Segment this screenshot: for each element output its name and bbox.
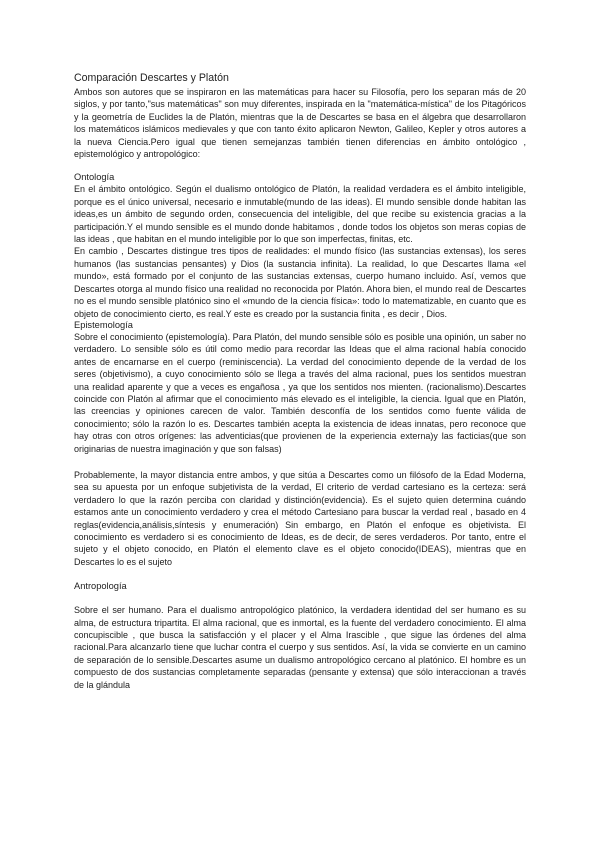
section-heading-epistemologia: Epistemología (74, 319, 133, 330)
intro-paragraph: Ambos son autores que se inspiraron en las matemáticas para hacer su Filosofía, pero los separan más de 20 siglos, y por tanto,"sus matemáticas" son muy diferentes, inspirada en la "matemática-mística" de los Pitagóricos y la geometría de Euclides la de Platón, mientras que la de Descartes se basa en el álgebra que desarrollaron los matemáticos islámicos medievales y que con tanto éxito aplicaron Newton, Galileo, Kepler y otros autores a la nueva Ciencia.Pero igual que tienen semejanzas también tienen diferencias en ámbito ontológico , epistemológico y antropológico: (74, 87, 526, 160)
epistemologia-paragraph-2: Probablemente, la mayor distancia entre ambos, y que sitúa a Descartes como un filósofo de la Edad Moderna, sea su apuesta por un enfoque subjetivista de la verdad, El criterio de verdad cartesiano es la certeza: será verdadero lo que la razón perciba con claridad y distinción(evidencia). Es el sujeto quien determina cuándo estamos ante un conocimiento verdadero y crea el método Cartesiano para buscar la verdad real , basado en 4 reglas(evidencia,análisis,síntesis y enumeración) Sin embargo, en Platón el enfoque es objetivista. El conocimiento es verdadero si es conocimiento de Ideas, es de decir, de seres verdaderos. Por tanto, entre el sujeto y el objeto conocido, en Platón el elemento clave es el objeto conocido(IDEAS), mientras que en Descartes lo es el sujeto (74, 469, 526, 567)
section-heading-antropologia: Antropología (74, 581, 127, 592)
section-heading-ontologia: Ontología (74, 172, 115, 183)
ontologia-paragraph-1: En el ámbito ontológico. Según el dualismo ontológico de Platón, la realidad verdadera es el ámbito inteligible, porque es el único universal, necesario e inmutable(mundo de las ideas). El mundo sensible donde habitan las ideas,es un ámbito de segundo orden, consecuencia del inteligible, del que recibe su existencia gracias a la participación.Y el mundo sensible es el mundo donde habitamos , donde todos los objetos son meras copias de las ideas , que habitan en el mundo inteligible por lo que son imperfectas, finitas, etc. (74, 184, 526, 245)
ontologia-paragraph-2: En cambio , Descartes distingue tres tipos de realidades: el mundo físico (las sustancias extensas), los seres humanos (las sustancias pensantes) y Dios (la sustancia infinita). La realidad, lo que Descartes llama «el mundo», está formado por el conjunto de las sustancias extensas, cuerpo humano incluido. Así, vemos que Descartes otorga al mundo físico una realidad no reconocida por Platón. Ahora bien, el mundo real de Descartes no es el mundo sensible platónico sino el «mundo de la ciencia física»: todo lo matematizable, en cuanto que es objeto de conocimiento cierto, es real.Y este es creado por la sustancia finita , es decir , Dios. (74, 246, 526, 319)
document-title: Comparación Descartes y Platón (74, 72, 229, 84)
epistemologia-paragraph-1: Sobre el conocimiento (epistemología). Para Platón, del mundo sensible sólo es posible una opinión, un saber no verdadero. Lo sensible sólo es útil como medio para recordar las Ideas que el alma racional había conocido antes de encarnarse en el cuerpo (reminiscencia). La verdad del conocimiento depende de la verdad de los seres (objetivismo), a cuyo conocimiento sólo se llega a través del alma racional, pues los sentidos muestran una realidad aparente y que a veces es engañosa , ya que los sentidos nos mienten. (racionalismo).Descartes coincide con Platón al afirmar que el conocimiento más elevado es el inteligible, la ciencia. Igual que en Platón, las creencias y opiniones carecen de valor. También desconfía de los sentidos como fuente válida de conocimiento; sólo la razón lo es. Descartes también acepta la existencia de ideas innatas, pero reconoce que hay otras con otros orígenes: las adventicias(que provienen de la experiencia externa)y las facticias(que son originarias de nuestra imaginación y que son falsas) (74, 331, 526, 454)
antropologia-paragraph-1: Sobre el ser humano. Para el dualismo antropológico platónico, la verdadera identidad del ser humano es su alma, de estructura tripartita. El alma racional, que es inmortal, es la fuente del verdadero conocimiento. El alma concupiscible , que busca la satisfacción y el placer y el Alma Irascible , que sigue las órdenes del alma racional.Para alcanzarlo tiene que luchar contra el cuerpo y sus sentidos. Así, la vida se convierte en un camino de separación de lo sensible.Descartes asume un dualismo antropológico cercano al platónico. El hombre es un compuesto de dos sustancias completamente separadas (pensante y extensa) que sólo interaccionan a través de la glándula (74, 605, 526, 690)
